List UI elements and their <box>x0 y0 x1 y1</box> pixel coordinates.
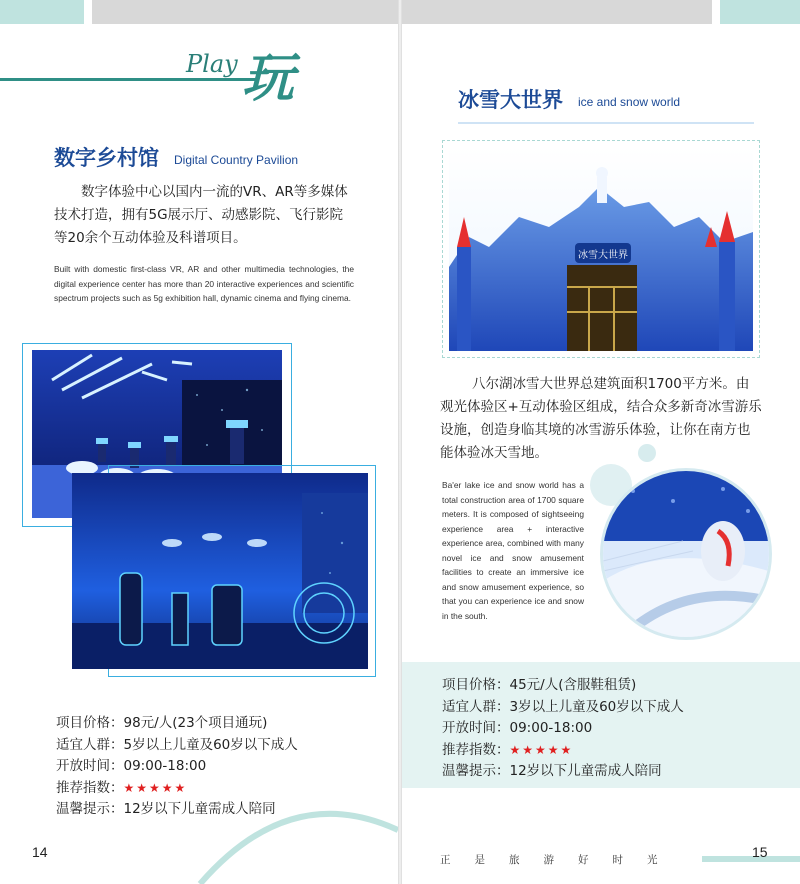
play-label: Play <box>186 50 238 78</box>
bubble-small <box>638 444 656 462</box>
description-cn: 数字体验中心以国内一流的VR、AR等多媒体技术打造，拥有5G展示厅、动感影院、飞行影院等20余个互动体验及科谱项目。 <box>54 184 348 246</box>
info-label: 适宜人群： <box>56 736 124 753</box>
section-title-cn: 冰雪大世界 <box>458 88 563 112</box>
info-label: 开放时间： <box>56 758 124 774</box>
info-label: 温馨提示： <box>442 763 510 779</box>
info-label: 推荐指数： <box>56 779 124 796</box>
info-label: 推荐指数： <box>442 741 510 758</box>
info-value: 98元/人(23个项目通玩) <box>123 715 268 731</box>
section-title-cn: 数字乡村馆 <box>54 146 159 170</box>
footer-slogan: 正是旅游好时光 <box>440 854 682 866</box>
rating-stars: ★★★★★ <box>509 742 574 757</box>
info-value: 12岁以下儿童需成人陪同 <box>123 801 276 817</box>
decorative-arc <box>190 790 398 884</box>
info-row-audience <box>56 735 298 757</box>
ice-castle-photo <box>449 147 753 351</box>
description-en: Ba'er lake ice and snow world has a total construction area of 1700 square meters. It is composed of sightseeing experience area + interactive experience area, combined with many novel ice and snow amusement facilities to create an immersive ice and snow amusement experience, so that you can experience ice and snow in the south. <box>442 480 584 621</box>
right-page <box>402 0 800 884</box>
info-label: 温馨提示： <box>56 801 124 817</box>
description-cn: 八尔湖冰雪大世界总建筑面积1700平方米。由观光体验区+互动体验区组成，结合众多新奇冰雪游乐设施，创造身临其境的冰雪游乐体验，让你在南方也能体验冰天雪地。 <box>440 376 762 461</box>
title-underline <box>458 122 754 124</box>
section-title-en: ice and snow world <box>578 95 681 109</box>
info-list-right <box>442 675 684 783</box>
info-row-audience <box>442 697 684 719</box>
info-label: 适宜人群： <box>442 698 510 715</box>
info-row-hours <box>442 718 684 740</box>
info-label: 项目价格： <box>442 677 510 693</box>
section-title-en: Digital Country Pavilion <box>174 153 299 167</box>
info-label: 项目价格： <box>56 715 124 731</box>
info-row-price <box>56 713 298 735</box>
info-value: 3岁以上儿童及60岁以下成人 <box>509 698 684 715</box>
description-en: Built with domestic first-class VR, AR and other multimedia technologies, the digital experience center has more than 20 interactive experiences and scientific spectrum projects such as 5g exhibition hall, dynamic cinema and flying cinema. <box>54 264 354 303</box>
info-value: 12岁以下儿童需成人陪同 <box>509 763 662 779</box>
header-rule <box>0 78 256 81</box>
castle-sign-text: 冰雪大世界 <box>578 250 628 261</box>
info-value: 09:00-18:00 <box>509 720 593 736</box>
vr-equipment-photo <box>72 473 368 669</box>
info-row-tip <box>442 761 684 783</box>
top-bar-grey <box>402 0 712 24</box>
left-page <box>0 0 398 884</box>
info-row-hours <box>56 756 298 778</box>
info-value: 5岁以上儿童及60岁以下成人 <box>123 736 298 753</box>
ice-slide-photo <box>600 468 772 640</box>
info-row-rating <box>442 740 684 762</box>
top-bar-teal <box>720 0 800 24</box>
page-number-right: 15 <box>752 844 768 860</box>
play-character: 玩 <box>242 48 295 109</box>
info-value: 45元/人(含服鞋租赁) <box>509 677 637 693</box>
top-bar-teal <box>0 0 84 24</box>
page-number-left: 14 <box>32 844 48 860</box>
info-row-price <box>442 675 684 697</box>
rating-stars: ★★★★★ <box>123 780 188 795</box>
top-bar-grey <box>92 0 398 24</box>
info-value: 09:00-18:00 <box>123 758 207 774</box>
info-label: 开放时间： <box>442 720 510 736</box>
footer-rule <box>702 856 800 862</box>
